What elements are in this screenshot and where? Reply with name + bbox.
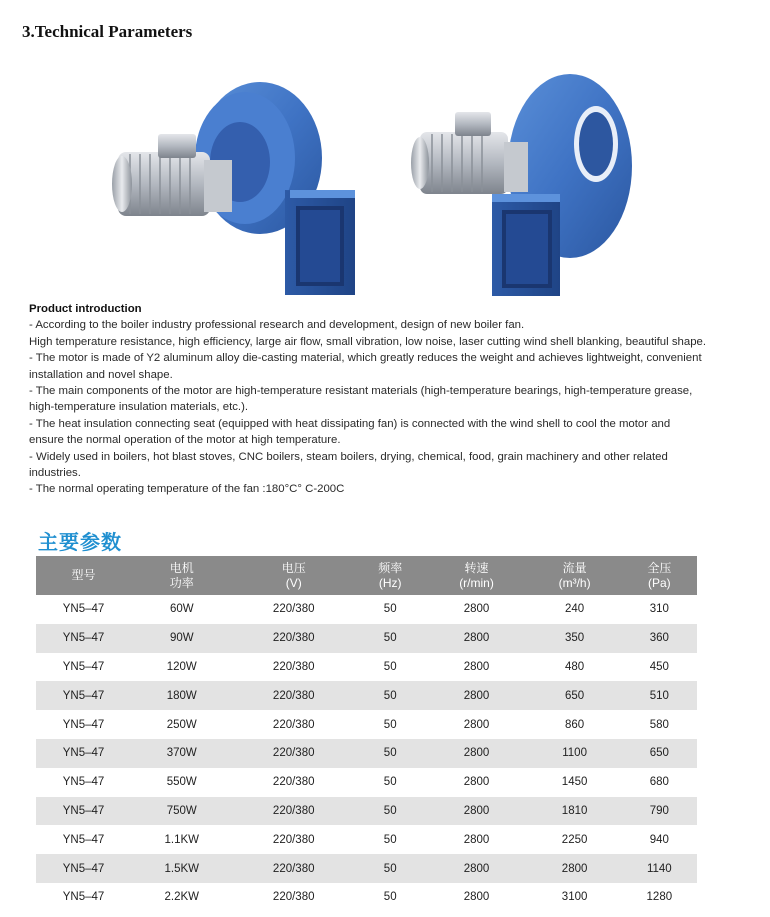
cell-model: YN5–47 <box>36 624 131 653</box>
cell-motor-power: 1.1KW <box>164 833 200 846</box>
table-row <box>36 595 697 624</box>
cell-pressure: 360 <box>622 624 697 653</box>
intro-line: - The motor is made of Y2 aluminum alloy die-casting material, which greatly reduces the weight and achieves lightweight, convenient <box>29 352 702 365</box>
cell-model: YN5–47 <box>62 891 105 904</box>
params-table <box>36 556 697 912</box>
cell-pressure: 650 <box>622 739 697 768</box>
cell-voltage: 220/380 <box>272 891 315 904</box>
table-row <box>36 739 697 768</box>
cell-airflow: 1100 <box>528 739 622 768</box>
intro-line: - The heat insulation connecting seat (equipped with heat dissipating fan) is connected with the wind shell to cool the motor and <box>29 417 671 430</box>
cell-airflow: 2250 <box>561 833 588 846</box>
table-row <box>36 653 697 682</box>
cell-voltage: 220/380 <box>233 624 355 653</box>
intro-line: industries. <box>29 467 81 480</box>
intro-line: installation and novel shape. <box>29 368 173 381</box>
cell-voltage: 220/380 <box>233 854 355 883</box>
cell-frequency: 50 <box>355 624 426 653</box>
header-model: 型号 <box>36 556 131 595</box>
header-airflow: 流量 (m³/h) <box>528 556 622 595</box>
cell-pressure: 940 <box>649 833 669 846</box>
cell-voltage: 220/380 <box>272 718 315 731</box>
header-motor-power: 电机 功率 <box>131 556 233 595</box>
cell-frequency: 50 <box>383 891 397 904</box>
cell-model: YN5–47 <box>62 833 105 846</box>
table-row <box>36 854 697 883</box>
cell-motor-power: 2.2KW <box>164 891 200 904</box>
cell-frequency: 50 <box>383 603 397 616</box>
cell-frequency: 50 <box>383 660 397 673</box>
table-row <box>36 883 697 912</box>
cell-model: YN5–47 <box>62 603 105 616</box>
fan-image-right <box>411 74 632 296</box>
cell-airflow: 2800 <box>528 854 622 883</box>
intro-line: - According to the boiler industry professional research and development, design of new boiler fan. <box>29 319 525 332</box>
header-frequency: 频率 (Hz) <box>355 556 426 595</box>
cell-motor-power: 750W <box>131 797 233 826</box>
cell-voltage: 220/380 <box>272 833 315 846</box>
cell-motor-power: 180W <box>131 681 233 710</box>
cell-airflow: 3100 <box>561 891 588 904</box>
table-header-row <box>36 556 697 595</box>
cell-motor-power: 1.5KW <box>131 854 233 883</box>
cell-pressure: 1140 <box>622 854 697 883</box>
cell-airflow: 1450 <box>561 776 588 789</box>
cell-airflow: 1810 <box>528 797 622 826</box>
cell-model: YN5–47 <box>62 718 105 731</box>
cell-voltage: 220/380 <box>233 681 355 710</box>
cell-frequency: 50 <box>355 739 426 768</box>
cell-pressure: 680 <box>649 776 669 789</box>
table-row <box>36 624 697 653</box>
product-introduction <box>29 301 749 498</box>
header-pressure: 全压 (Pa) <box>622 556 697 595</box>
cell-voltage: 220/380 <box>272 603 315 616</box>
cell-pressure: 790 <box>622 797 697 826</box>
cell-pressure: 510 <box>622 681 697 710</box>
cell-model: YN5–47 <box>36 797 131 826</box>
cell-motor-power: 550W <box>166 776 197 789</box>
cell-frequency: 50 <box>383 833 397 846</box>
intro-line: high-temperature insulation materials, etc.). <box>29 401 249 414</box>
cell-speed: 2800 <box>463 718 490 731</box>
cell-speed: 2800 <box>463 603 490 616</box>
cell-frequency: 50 <box>383 718 397 731</box>
cell-voltage: 220/380 <box>272 660 315 673</box>
cell-speed: 2800 <box>463 660 490 673</box>
cell-frequency: 50 <box>383 776 397 789</box>
product-figure <box>100 70 660 302</box>
cell-airflow: 480 <box>565 660 585 673</box>
cell-frequency: 50 <box>355 797 426 826</box>
cell-airflow: 860 <box>565 718 585 731</box>
cell-frequency: 50 <box>355 854 426 883</box>
cell-model: YN5–47 <box>36 681 131 710</box>
table-row <box>36 825 697 854</box>
cell-speed: 2800 <box>463 891 490 904</box>
cell-speed: 2800 <box>426 624 528 653</box>
cell-motor-power: 120W <box>166 660 197 673</box>
intro-line: - The normal operating temperature of the fan :180°C° C-200C <box>29 483 345 496</box>
header-voltage: 电压 (V) <box>233 556 355 595</box>
section-title: 3.Technical Parameters <box>22 22 193 41</box>
cell-speed: 2800 <box>426 681 528 710</box>
cell-speed: 2800 <box>426 854 528 883</box>
intro-line: - The main components of the motor are high-temperature resistant materials (high-temperature bearings, high-temperature grease, <box>29 385 693 398</box>
params-title: 主要参数 <box>38 532 122 554</box>
cell-airflow: 650 <box>528 681 622 710</box>
cell-model: YN5–47 <box>36 854 131 883</box>
fan-image-left <box>112 82 355 295</box>
cell-speed: 2800 <box>463 833 490 846</box>
cell-model: YN5–47 <box>62 776 105 789</box>
table-row <box>36 768 697 797</box>
cell-pressure: 1280 <box>646 891 673 904</box>
cell-voltage: 220/380 <box>233 797 355 826</box>
intro-title: Product introduction <box>29 303 142 315</box>
cell-speed: 2800 <box>463 776 490 789</box>
intro-line: ensure the normal operation of the motor at high temperature. <box>29 434 341 447</box>
cell-speed: 2800 <box>426 797 528 826</box>
table-row <box>36 710 697 739</box>
header-speed: 转速 (r/min) <box>426 556 528 595</box>
cell-motor-power: 60W <box>169 603 194 616</box>
cell-motor-power: 250W <box>166 718 197 731</box>
cell-model: YN5–47 <box>62 660 105 673</box>
cell-airflow: 240 <box>565 603 585 616</box>
table-row <box>36 797 697 826</box>
cell-pressure: 580 <box>649 718 669 731</box>
table-row <box>36 681 697 710</box>
cell-voltage: 220/380 <box>272 776 315 789</box>
cell-model: YN5–47 <box>36 739 131 768</box>
cell-speed: 2800 <box>426 739 528 768</box>
cell-motor-power: 90W <box>131 624 233 653</box>
cell-pressure: 450 <box>649 660 669 673</box>
cell-motor-power: 370W <box>131 739 233 768</box>
cell-voltage: 220/380 <box>233 739 355 768</box>
intro-line: High temperature resistance, high efficiency, large air flow, small vibration, low noise, laser cutting wind shell blanking, beautiful shape. <box>29 335 707 348</box>
cell-frequency: 50 <box>355 681 426 710</box>
intro-line: - Widely used in boilers, hot blast stoves, CNC boilers, steam boilers, drying, chemical, food, grain machinery and other related <box>29 450 668 463</box>
cell-pressure: 310 <box>649 603 669 616</box>
cell-airflow: 350 <box>528 624 622 653</box>
